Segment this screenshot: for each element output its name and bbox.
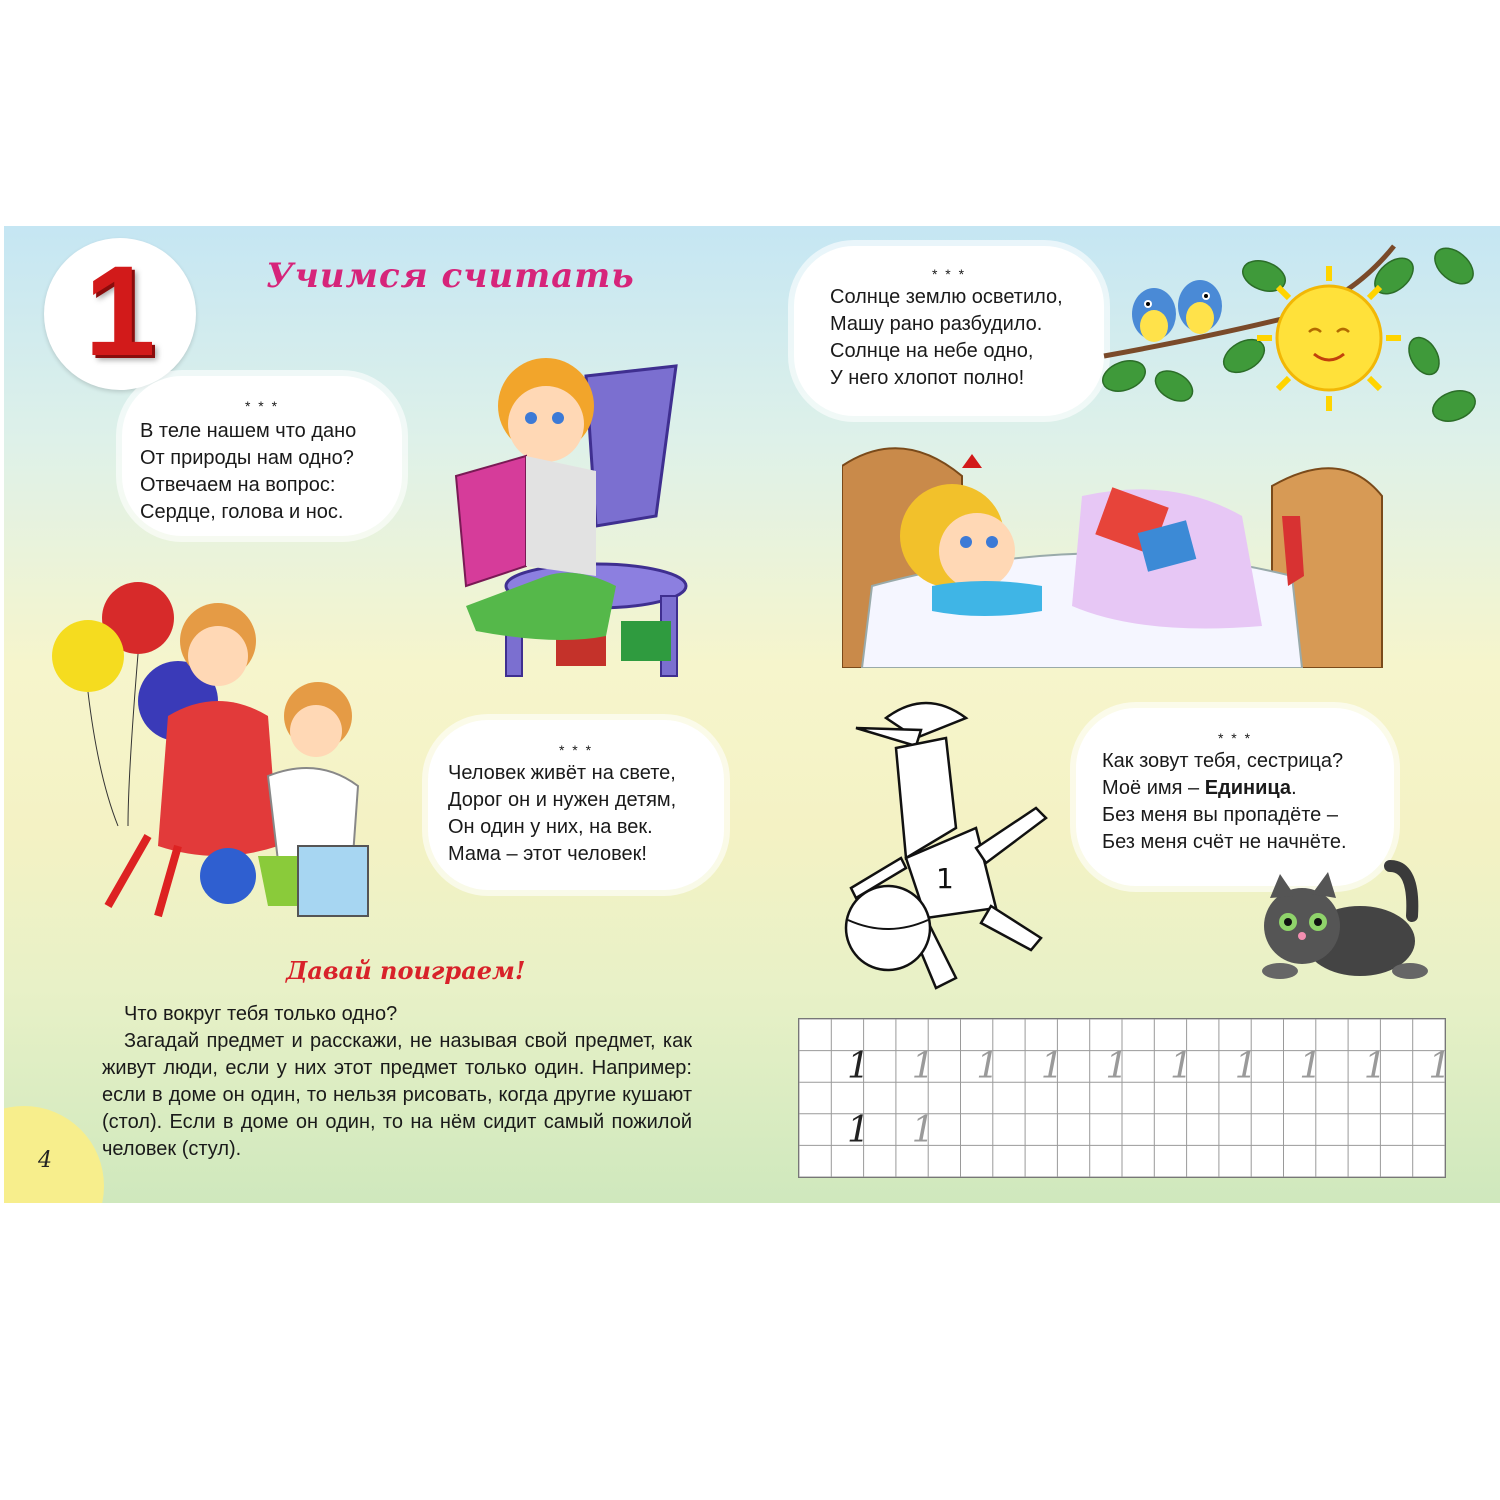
- kitten-illustration: [1240, 856, 1430, 996]
- mother-and-son-illustration: [48, 576, 398, 936]
- poem-line: Без меня счёт не начнёте.: [1102, 831, 1347, 853]
- poem-body-text: [140, 418, 402, 526]
- poem-cloud-mama: [428, 720, 724, 890]
- girl-in-bed-illustration: [842, 436, 1390, 668]
- page-number-corner: [4, 1106, 104, 1203]
- number-badge-digit: 1: [84, 240, 156, 383]
- copybook-row2-digit: 1: [911, 1110, 935, 1151]
- poem-line: Человек живёт на свете,: [448, 762, 676, 784]
- copybook-row1-digit: 1: [1170, 1046, 1193, 1087]
- copybook-row1-digit: 1: [976, 1046, 1000, 1087]
- poem-cloud-body: [122, 376, 402, 536]
- poem-line: Дорог он и нужен детям,: [448, 789, 677, 811]
- poem-line: У него хлопот полно!: [830, 367, 1025, 389]
- poem-line-prefix: Моё имя –: [1102, 777, 1205, 799]
- copybook-row1-digit: 1: [1105, 1046, 1129, 1087]
- copybook-row2-digit: 1: [847, 1110, 870, 1151]
- copybook-row1-digit: 1: [1234, 1046, 1258, 1087]
- copybook-row1-digit: 1: [911, 1046, 935, 1087]
- page-title: Учимся считать: [266, 256, 635, 296]
- poem-line: Солнце на небе одно,: [830, 340, 1034, 362]
- game-text: [102, 1001, 692, 1163]
- copybook-row1-digit: 1: [1299, 1046, 1323, 1087]
- poem-line: Сердце, голова и нос.: [140, 501, 344, 523]
- poem-sun-text: [830, 284, 1104, 392]
- poem-line: Солнце землю осветило,: [830, 286, 1063, 308]
- copybook-row1-digit: 1: [1428, 1046, 1452, 1087]
- poem-cloud-sun: [794, 246, 1104, 416]
- workbook-page: [4, 226, 1500, 1203]
- poem-line: Он один у них, на век.: [448, 816, 653, 838]
- game-heading: Давай поиграем!: [286, 956, 526, 985]
- poem-line: В теле нашем что дано: [140, 420, 357, 442]
- poem-stars: * * *: [1217, 730, 1253, 746]
- poem-line: Как зовут тебя, сестрица?: [1102, 750, 1344, 772]
- boy-reading-illustration: [446, 346, 700, 686]
- svg-text:1: 1: [936, 862, 954, 895]
- sun-and-birds-illustration: [1094, 236, 1500, 446]
- copybook-row1-digit: 1: [847, 1046, 870, 1087]
- poem-line: Машу рано разбудило.: [830, 313, 1043, 335]
- copybook-row1-digit: 1: [1040, 1046, 1064, 1087]
- poem-mama-text: [448, 760, 724, 868]
- poem-highlight-word: Единица: [1204, 777, 1292, 799]
- poem-line: От природы нам одно?: [140, 447, 354, 469]
- poem-stars: * * *: [931, 266, 967, 282]
- game-question: Что вокруг тебя только одно?: [124, 1003, 398, 1025]
- copybook-grid-lines: [799, 1019, 1445, 1177]
- game-instructions: Загадай предмет и расскажи, не называя свой предмет, как живут люди, если у них этот предмет только один. Например: если в доме он один, то нельзя рисовать, когда другие кушают (стол). Если в доме он один, то на нём сидит самый пожилой человек (стул).: [102, 1030, 692, 1160]
- bird-icon: [1178, 280, 1222, 334]
- copybook-row1-digit: 1: [1363, 1046, 1387, 1087]
- poem-stars: * * *: [558, 742, 594, 758]
- number-one-mascot-illustration: [826, 688, 1066, 998]
- poem-line: Отвечаем на вопрос:: [140, 474, 336, 496]
- sun-icon: [1257, 266, 1401, 411]
- poem-sister-text: [1102, 748, 1394, 856]
- poem-line: Мама – этот человек!: [448, 843, 647, 865]
- copybook-grid[interactable]: [798, 1018, 1452, 1178]
- page-number: 4: [38, 1148, 52, 1173]
- bird-icon: [1132, 288, 1176, 342]
- poem-line: Без меня вы пропадёте –: [1102, 804, 1338, 826]
- poem-line: [1102, 775, 1394, 802]
- poem-line-suffix: .: [1291, 777, 1297, 799]
- poem-stars: * * *: [244, 398, 280, 414]
